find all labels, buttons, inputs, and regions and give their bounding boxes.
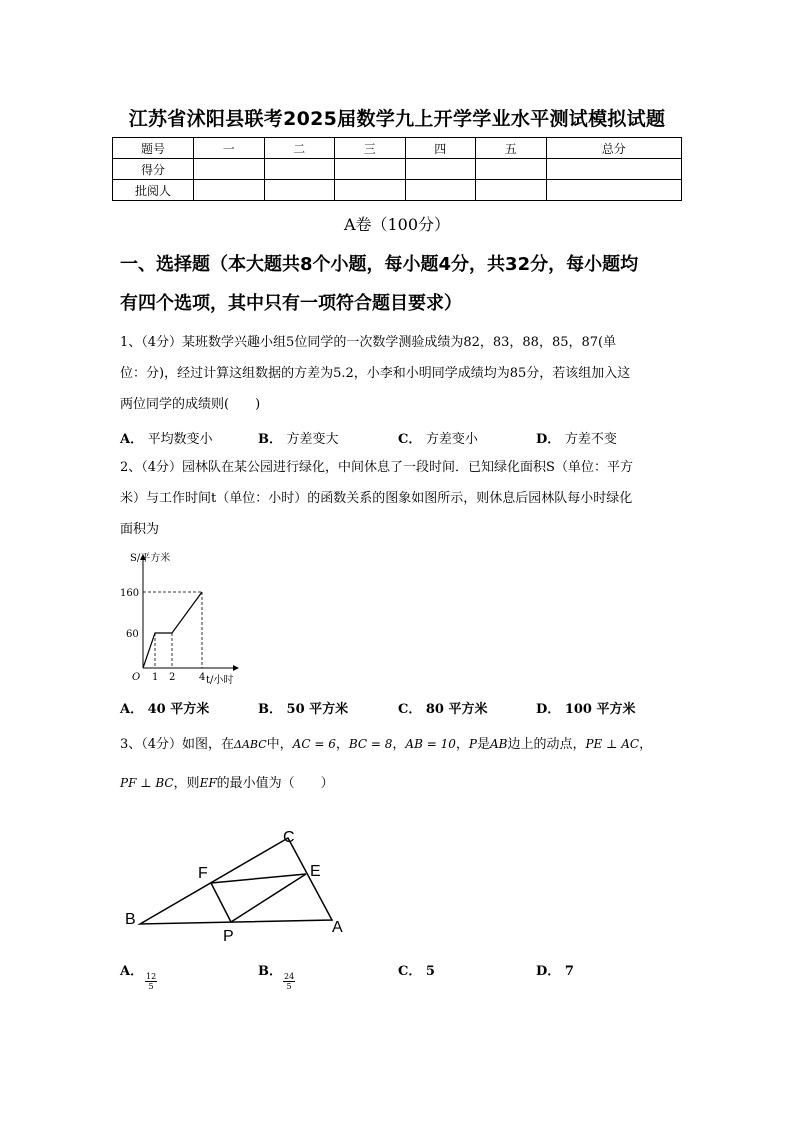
q1-line1: 1、（4分）某班数学兴趣小组5位同学的一次数学测验成绩为82，83，88，85，87(单 xyxy=(120,335,617,350)
score-cell: 二 xyxy=(264,138,335,159)
segment-fe xyxy=(211,874,306,883)
score-cell xyxy=(335,159,406,180)
score-cell: 批阅人 xyxy=(113,180,194,201)
q3-triangle-figure xyxy=(118,822,358,944)
q1-option-a: A． 平均数变小 xyxy=(120,432,213,447)
page-title: 江苏省沭阳县联考2025届数学九上开学学业水平测试模拟试题 xyxy=(128,108,666,130)
y-tick-label: 60 xyxy=(126,629,139,640)
q2-line2: 米）与工作时间t（单位：小时）的函数关系的图象如图所示，则休息后园林队每小时绿化 xyxy=(120,491,633,506)
graph-line xyxy=(143,592,202,668)
point-label-f: F xyxy=(198,865,208,882)
q3-option-c: C． 5 xyxy=(398,964,435,979)
point-label-e: E xyxy=(310,863,321,880)
score-cell xyxy=(546,180,682,201)
score-cell xyxy=(546,159,682,180)
score-cell xyxy=(194,180,265,201)
score-cell xyxy=(476,180,547,201)
q2-line1: 2、（4分）园林队在某公园进行绿化，中间休息了一段时间．已知绿化面积S（单位：平方 xyxy=(120,460,633,475)
y-axis-label: S/平方米 xyxy=(130,553,171,564)
score-cell: 题号 xyxy=(113,138,194,159)
q2-area-time-graph xyxy=(118,550,243,688)
x-tick-label: 2 xyxy=(169,672,176,683)
origin-label: O xyxy=(132,672,141,683)
score-cell: 一 xyxy=(194,138,265,159)
q2-option-a: A． 40 平方米 xyxy=(120,702,210,717)
vertex-label-a: A xyxy=(332,919,343,936)
score-table-row xyxy=(113,159,682,180)
q3-line1: 3、（4分）如图，在ΔABC中，AC = 6，BC = 8，AB = 10，P是AB边上的动点，PE ⊥ AC， xyxy=(120,737,653,752)
x-tick-label: 4 xyxy=(199,672,206,683)
q3-line2: PF ⊥ BC，则EF的最小值为（ ） xyxy=(120,776,334,791)
score-table xyxy=(112,137,682,201)
q3-option-b-fraction: $\frac{24}{5}$ xyxy=(284,972,295,991)
score-cell xyxy=(476,159,547,180)
vertex-label-c: C xyxy=(283,829,295,846)
score-cell xyxy=(264,159,335,180)
score-table-header-row xyxy=(113,138,682,159)
score-cell: 总分 xyxy=(546,138,682,159)
q2-option-b: B． 50 平方米 xyxy=(258,702,349,717)
section-a-title: A卷（100分） xyxy=(343,215,451,234)
score-cell xyxy=(194,159,265,180)
score-cell xyxy=(405,180,476,201)
score-cell xyxy=(335,180,406,201)
score-cell xyxy=(405,159,476,180)
score-cell: 五 xyxy=(476,138,547,159)
score-cell xyxy=(264,180,335,201)
x-tick-label: 1 xyxy=(152,672,159,683)
score-table-row xyxy=(113,180,682,201)
q2-option-c: C． 80 平方米 xyxy=(398,702,488,717)
x-axis-label: t/小时 xyxy=(206,675,234,686)
segment-pe xyxy=(231,874,306,922)
score-cell: 三 xyxy=(335,138,406,159)
y-tick-label: 160 xyxy=(120,588,140,599)
part1-heading-line2: 有四个选项，其中只有一项符合题目要求） xyxy=(120,293,462,314)
part1-heading-line1: 一、选择题（本大题共8个小题，每小题4分，共32分，每小题均 xyxy=(120,254,639,275)
q1-option-d: D． 方差不变 xyxy=(536,432,617,447)
score-cell: 四 xyxy=(405,138,476,159)
vertex-label-b: B xyxy=(125,911,136,928)
q3-option-d: D． 7 xyxy=(536,964,574,979)
q3-option-a-fraction: $\frac{12}{5}$ xyxy=(146,972,157,991)
q2-option-d: D． 100 平方米 xyxy=(536,702,636,717)
q1-line3: 两位同学的成绩则( ) xyxy=(120,397,261,412)
q1-option-b: B． 方差变大 xyxy=(258,432,339,447)
point-label-p: P xyxy=(223,928,234,944)
segment-fp xyxy=(211,883,231,922)
q3-option-a: A． xyxy=(120,964,144,979)
q2-line3: 面积为 xyxy=(120,522,160,537)
score-cell: 得分 xyxy=(113,159,194,180)
q1-option-c: C． 方差变小 xyxy=(398,432,478,447)
q3-option-b: B． xyxy=(258,964,282,979)
q1-line2: 位：分)，经过计算这组数据的方差为5.2，小李和小明同学成绩均为85分，若该组加入这 xyxy=(120,366,631,381)
